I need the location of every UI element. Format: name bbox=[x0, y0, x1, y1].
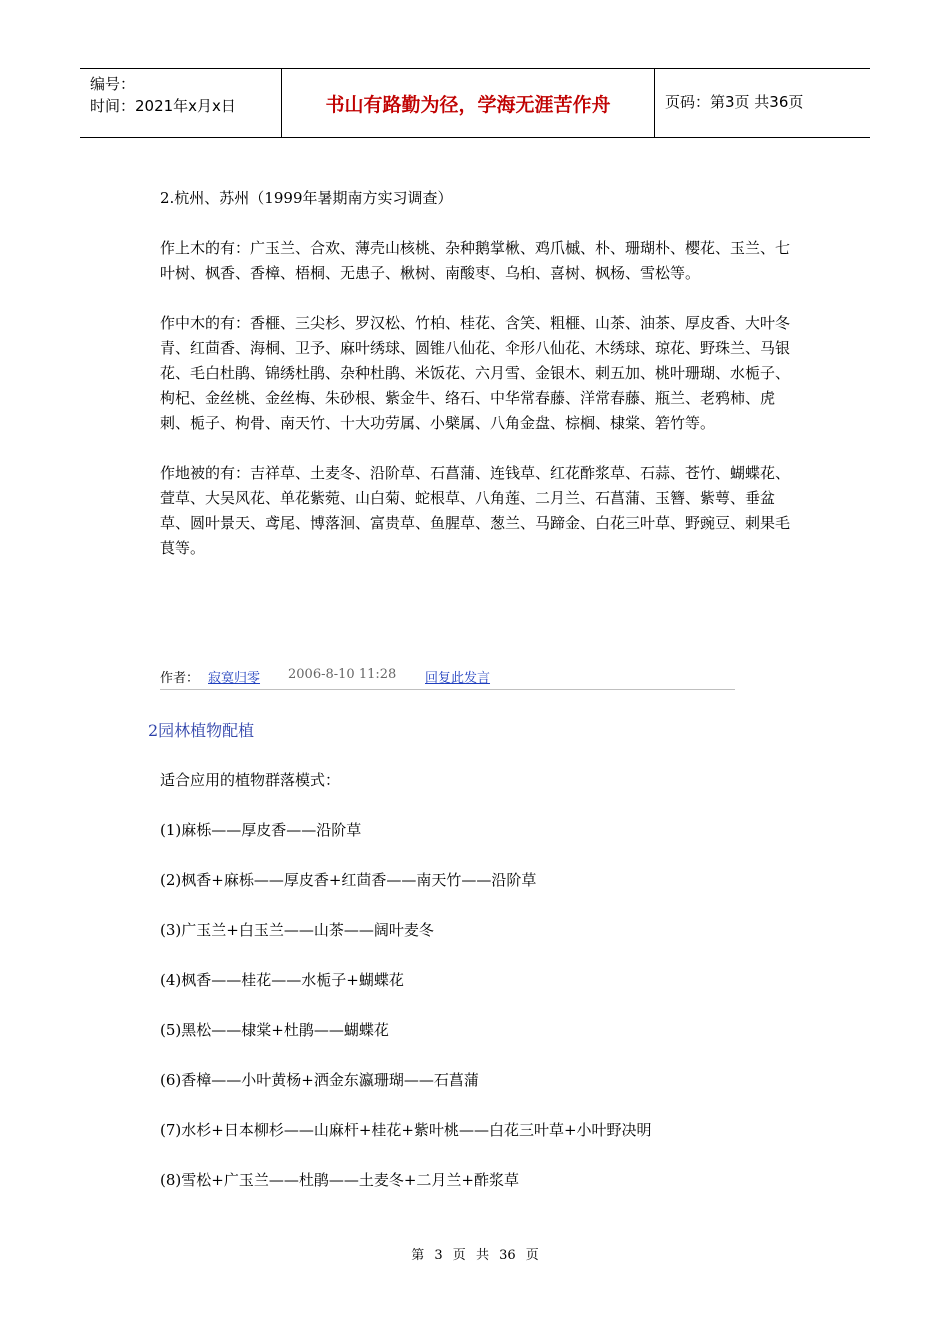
middle-tree-paragraph: 作中木的有：香榧、三尖杉、罗汉松、竹柏、桂花、含笑、粗榧、山茶、油茶、厚皮香、大叶冬青、红茴香、海桐、卫予、麻叶绣球、圆锥八仙花、伞形八仙花、木绣球、琼花、野珠兰、马银花、毛白杜鹃、锦绣杜鹃、杂种杜鹃、米饭花、六月雪、金银木、刺五加、桃叶珊瑚、水栀子、枸杞、金丝桃、金丝梅、朱砂根、紫金牛、络石、中华常春藤、洋常春藤、瓶兰、老鸦柿、虎刺、栀子、枸骨、南天竹、十大功劳属、小檗属、八角金盘、棕榈、棣棠、箬竹等。 bbox=[160, 314, 791, 432]
list-item: (6)香樟——小叶黄杨+洒金东瀛珊瑚——石菖蒲 bbox=[160, 1071, 479, 1089]
community-pattern-list bbox=[160, 768, 800, 1218]
list-item: (2)枫香+麻栎——厚皮香+红茴香——南天竹——沿阶草 bbox=[160, 871, 537, 889]
post-author-row bbox=[160, 665, 735, 690]
page-footer bbox=[0, 1244, 950, 1263]
header-meta bbox=[90, 73, 236, 117]
list-item: (7)水杉+日本柳杉——山麻杆+桂花+紫叶桃——白花三叶草+小叶野决明 bbox=[160, 1121, 652, 1139]
time-label: 时间：2021年x月x日 bbox=[90, 97, 236, 115]
list-item: (1)麻栎——厚皮香——沿阶草 bbox=[160, 821, 362, 839]
list-intro: 适合应用的植物群落模式： bbox=[160, 771, 341, 789]
list-item: (5)黑松——棣棠+杜鹃——蝴蝶花 bbox=[160, 1021, 389, 1039]
list-item: (3)广玉兰+白玉兰——山茶——阔叶麦冬 bbox=[160, 921, 434, 939]
footer-text: 页 bbox=[452, 1248, 466, 1263]
ground-cover-paragraph: 作地被的有：吉祥草、土麦冬、沿阶草、石菖蒲、连钱草、红花酢浆草、石蒜、苍竹、蝴蝶花、萱草、大吴风花、单花紫菀、山白菊、蛇根草、八角莲、二月兰、石菖蒲、玉簪、紫萼、垂盆草、圆叶景天、鸢尾、博落洄、富贵草、鱼腥草、葱兰、马蹄金、白花三叶草、野豌豆、刺果毛茛等。 bbox=[160, 464, 791, 557]
footer-page-number: 3 bbox=[434, 1248, 443, 1263]
footer-text: 共 bbox=[475, 1248, 489, 1263]
header-motto: 书山有路勤为径，学海无涯苦作舟 bbox=[325, 93, 611, 116]
header-page-number: 页码：第3页 共36页 bbox=[665, 93, 804, 111]
upper-tree-paragraph: 作上木的有：广玉兰、合欢、薄壳山核桃、杂种鹅掌楸、鸡爪槭、朴、珊瑚朴、樱花、玉兰、七叶树、枫香、香樟、梧桐、无患子、楸树、南酸枣、乌桕、喜树、枫杨、雪松等。 bbox=[160, 239, 791, 282]
section-heading: 2.杭州、苏州（1999年暑期南方实习调查） bbox=[160, 189, 453, 207]
footer-text: 第 bbox=[411, 1248, 425, 1263]
list-item: (8)雪松+广玉兰——杜鹃——土麦冬+二月兰+酢浆草 bbox=[160, 1171, 519, 1189]
header-divider bbox=[654, 69, 655, 137]
list-item: (4)枫香——桂花——水栀子+蝴蝶花 bbox=[160, 971, 404, 989]
page-header bbox=[80, 68, 870, 138]
footer-text: 页 bbox=[525, 1248, 539, 1263]
author-name-link[interactable]: 寂寞归零 bbox=[208, 671, 261, 686]
author-label: 作者： bbox=[160, 671, 200, 686]
section-hangzhou-suzhou bbox=[160, 186, 800, 561]
post-datetime: 2006-8-10 11:28 bbox=[288, 667, 397, 682]
number-label: 编号： bbox=[90, 75, 136, 93]
section-title-plant-configuration: 2园林植物配植 bbox=[148, 721, 255, 740]
footer-total-pages: 36 bbox=[499, 1248, 516, 1263]
reply-link[interactable]: 回复此发言 bbox=[425, 671, 491, 686]
